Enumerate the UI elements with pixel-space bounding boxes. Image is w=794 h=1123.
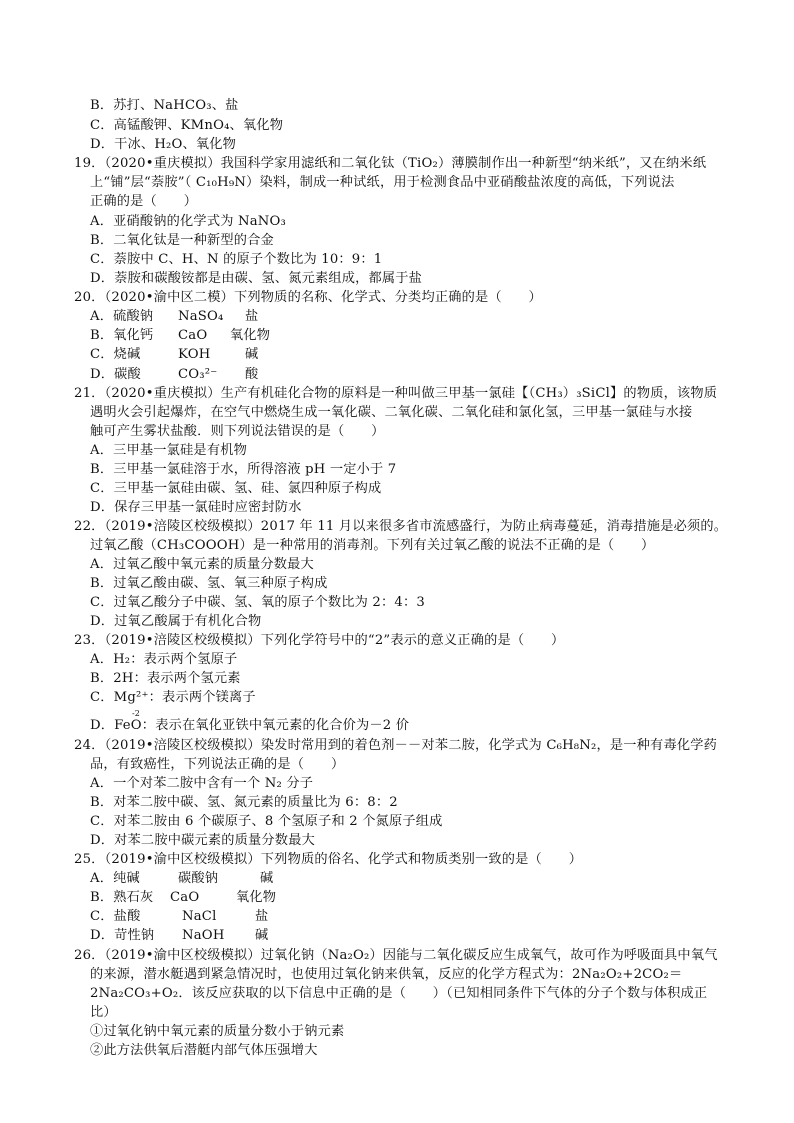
q26-stem-line3: 2Na₂CO₃+O₂．该反应获取的以下信息中正确的是（ ）（已知相同条件下气体的分子个数与体积成正 [90, 986, 708, 1001]
q19-option-d: D．萘胺和碳酸铵都是由碳、氢、氮元素组成，都属于盐 [90, 271, 423, 286]
q25-option-d-label: D．苛性钠 [90, 928, 155, 943]
q21-option-a: A．三甲基一氯硅是有机物 [90, 443, 247, 458]
q20-option-b-label: B．氧化钙 [90, 328, 154, 343]
q20-option-c-formula: KOH [178, 347, 211, 362]
q26-stem-line4: 比） [90, 1005, 117, 1020]
q25-option-d [90, 926, 269, 945]
q22-stem-line1: 22．（2019•涪陵区校级模拟）2017 年 11 月以来很多省市流感盛行，为防止病毒蔓延，消毒措施是必须的。 [74, 519, 728, 534]
q25-option-d-formula: NaOH [182, 928, 225, 943]
q25-option-b-formula: CaO [170, 890, 200, 905]
q24-option-a: A．一个对苯二胺中含有一个 N₂ 分子 [90, 776, 314, 791]
q20-stem: 20．（2020•渝中区二模）下列物质的名称、化学式、分类均正确的是（ ） [74, 290, 542, 305]
q23-option-a: A．H₂：表示两个氢原子 [90, 652, 238, 667]
q23-option-b: B．2H：表示两个氢元素 [90, 671, 241, 686]
q24-option-d: D．对苯二胺中碳元素的质量分数最大 [90, 833, 315, 848]
q24-stem-line2: 品，有致癌性，下列说法正确的是（ ） [90, 757, 345, 772]
q20-option-c-type: 碱 [245, 347, 259, 362]
q20-option-c-label: C．烧碱 [90, 347, 141, 362]
q20-option-a-label: A．硫酸钠 [90, 309, 154, 324]
q22-option-b: B．过氧乙酸由碳、氢、氧三种原子构成 [90, 576, 328, 591]
q24-stem-line1: 24．（2019•涪陵区校级模拟）染发时常用到的着色剂－－对苯二胺，化学式为 C₆H₈N₂，是一种有毒化学药 [74, 738, 717, 753]
q21-option-d: D．保存三甲基一氯硅时应密封防水 [90, 500, 302, 515]
q19-stem-line1: 19．（2020•重庆模拟）我国科学家用滤纸和二氧化钛（TiO₂）薄膜制作出一种新型“纳米纸”，又在纳米纸 [74, 156, 707, 171]
q23-option-c: C．Mg²⁺：表示两个镁离子 [90, 690, 256, 705]
q20-option-a-formula: NaSO₄ [178, 309, 224, 324]
q24-option-c: C．对苯二胺由 6 个碳原子、8 个氢原子和 2 个氮原子组成 [90, 814, 443, 829]
q25-option-d-type: 碱 [255, 928, 269, 943]
q26-stem-line2: 的来源，潜水艇遇到紧急情况时，也使用过氧化钠来供氧，反应的化学方程式为：2Na₂O₂+2CO₂＝ [90, 967, 683, 982]
q25-option-c-type: 盐 [255, 909, 269, 924]
q21-option-b: B．三甲基一氯硅溶于水，所得溶液 pH 一定小于 7 [90, 462, 397, 477]
q20-option-a-type: 盐 [245, 309, 259, 324]
q20-option-c [90, 345, 259, 364]
q19-option-c: C．萘胺中 C、H、N 的原子个数比为 10：9：1 [90, 252, 383, 267]
q20-option-d [90, 365, 259, 384]
q26-statement-1: ①过氧化钠中氧元素的质量分数小于钠元素 [90, 1024, 345, 1039]
q26-stem-line1: 26．（2019•渝中区校级模拟）过氧化钠（Na₂O₂）因能与二氧化碳反应生成氧气，故可作为呼吸面具中氧气 [74, 948, 718, 963]
q19-option-a: A．亚硝酸钠的化学式为 NaNO₃ [90, 214, 287, 229]
q20-option-d-type: 酸 [245, 367, 259, 382]
q21-option-c: C．三甲基一氯硅由碳、氢、硅、氯四种原子构成 [90, 481, 382, 496]
q20-option-d-label: D．碳酸 [90, 367, 141, 382]
q25-option-a-formula: 碳酸钠 [178, 871, 219, 886]
q25-option-a-label: A．纯碱 [90, 871, 140, 886]
q21-stem-line2: 遇明火会引起爆炸，在空气中燃烧生成一氧化碳、二氧化碳、二氧化硅和氯化氢，三甲基一氯硅与水接 [90, 405, 693, 420]
q23-option-d: D．FeO：表示在氧化亚铁中氧元素的化合价为－2 价 [90, 718, 410, 733]
q21-stem-line3: 触可产生雾状盐酸．则下列说法错误的是（ ） [90, 424, 385, 439]
q22-stem-line2: 过氧乙酸（CH₃COOOH）是一种常用的消毒剂。下列有关过氧乙酸的说法不正确的是（ ） [90, 538, 655, 553]
q25-option-a-type: 碱 [260, 871, 274, 886]
q25-option-b-label: B．熟石灰 [90, 890, 154, 905]
q23-stem: 23．（2019•涪陵区校级模拟）下列化学符号中的“2”表示的意义正确的是（ ） [74, 633, 565, 648]
q25-option-c-label: C．盐酸 [90, 909, 141, 924]
q18-option-b: B．苏打、NaHCO₃、盐 [90, 98, 239, 113]
q23-valence-mark: -2 [132, 709, 140, 718]
q22-option-d: D．过氧乙酸属于有机化合物 [90, 614, 262, 629]
q19-stem-line2: 上“铺”层“萘胺”（ C₁₀H₉N）染料，制成一种试纸，用于检测食品中亚硝酸盐浓度的高低，下列说法 [90, 175, 675, 190]
q22-option-a: A．过氧乙酸中氧元素的质量分数最大 [90, 557, 314, 572]
q24-option-b: B．对苯二胺中碳、氢、氮元素的质量比为 6：8：2 [90, 795, 398, 810]
q19-option-b: B．二氧化钛是一种新型的合金 [90, 233, 274, 248]
q19-stem-line3: 正确的是（ ） [90, 194, 198, 209]
q20-option-b-type: 氧化物 [230, 328, 271, 343]
q20-option-d-formula: CO₃²⁻ [178, 367, 218, 382]
q20-option-a [90, 307, 259, 326]
q20-option-b [90, 326, 271, 345]
q21-stem-line1: 21．（2020•重庆模拟）生产有机硅化合物的原料是一种叫做三甲基一氯硅【（CH₃）₃SiCl】的物质，该物质 [74, 386, 718, 401]
q25-option-c [90, 907, 269, 926]
q25-option-a [90, 869, 274, 888]
q22-option-c: C．过氧乙酸分子中碳、氢、氧的原子个数比为 2：4：3 [90, 595, 425, 610]
q25-option-b-type: 氧化物 [236, 890, 277, 905]
q25-stem: 25．（2019•渝中区校级模拟）下列物质的俗名、化学式和物质类别一致的是（ ） [74, 852, 583, 867]
q26-statement-2: ②此方法供氧后潜艇内部气体压强增大 [90, 1043, 318, 1058]
q18-option-c: C．高锰酸钾、KMnO₄、氧化物 [90, 118, 284, 133]
q18-option-d: D．干冰、H₂O、氧化物 [90, 137, 237, 152]
q25-option-c-formula: NaCl [182, 909, 217, 924]
q25-option-b [90, 888, 277, 907]
q20-option-b-formula: CaO [178, 328, 208, 343]
